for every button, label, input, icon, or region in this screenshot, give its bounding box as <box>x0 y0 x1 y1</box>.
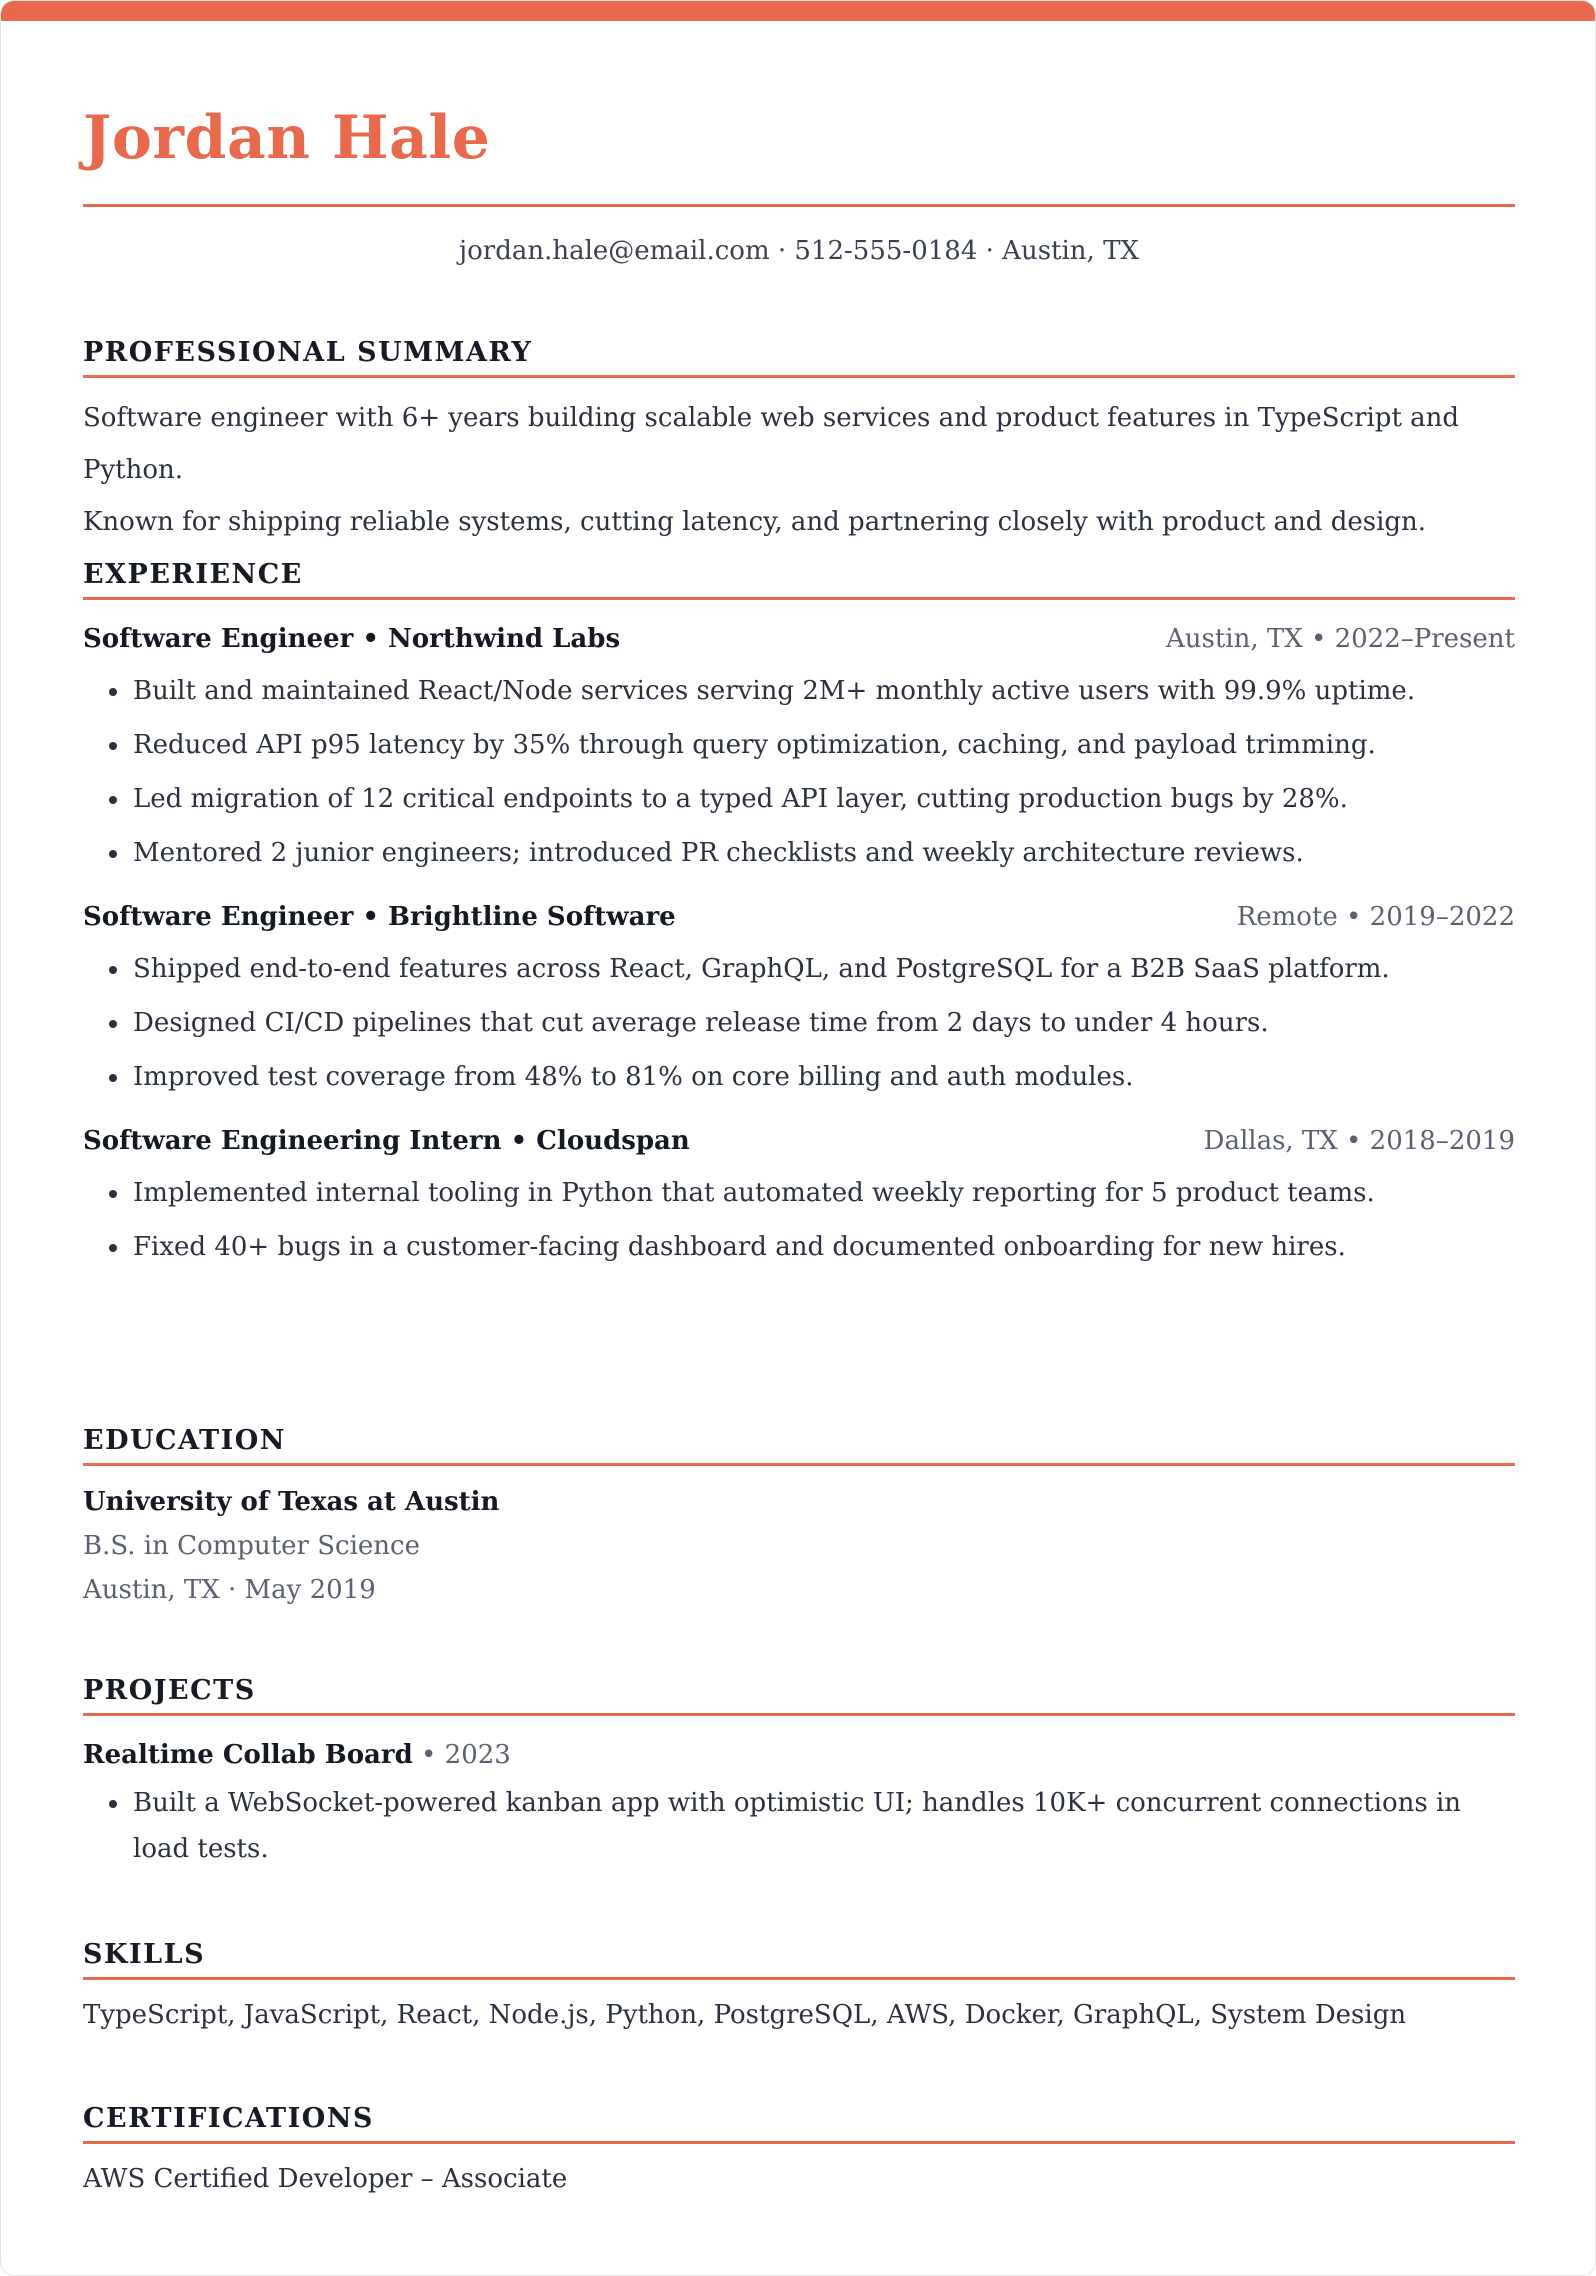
section-heading-certifications: CERTIFICATIONS <box>83 2103 374 2134</box>
job-entry <box>83 1116 1515 1274</box>
projects-section <box>83 1673 1515 1872</box>
list-item: • Reduced API p95 latency by 35% through query optimization, caching, and payload trimming. <box>131 718 1515 772</box>
summary-line: Software engineer with 6+ years building scalable web services and product features in TypeScript and Python. <box>83 403 1460 485</box>
project-title: Realtime Collab Board <box>83 1740 413 1770</box>
summary-line: Known for shipping reliable systems, cutting latency, and partnering closely with product and design. <box>83 507 1427 537</box>
list-item: • Implemented internal tooling in Python that automated weekly reporting for 5 product teams. <box>131 1166 1515 1220</box>
list-item: • Fixed 40+ bugs in a customer-facing dashboard and documented onboarding for new hires. <box>131 1220 1515 1274</box>
project-header <box>83 1730 1515 1780</box>
summary-section <box>83 335 1515 548</box>
project-bullets <box>83 1780 1515 1872</box>
section-heading-skills: SKILLS <box>83 1939 206 1970</box>
list-item: • Shipped end-to-end features across React, GraphQL, and PostgreSQL for a B2B SaaS platform. <box>131 942 1515 996</box>
job-header <box>83 892 1515 942</box>
certification-item: AWS Certified Developer – Associate <box>83 2164 568 2194</box>
list-item: • Built a WebSocket-powered kanban app with optimistic UI; handles 10K+ concurrent connections in load tests. <box>131 1780 1515 1872</box>
candidate-name: Jordan Hale <box>83 103 491 173</box>
education-section <box>83 1423 1515 1612</box>
section-divider <box>83 1463 1515 1466</box>
section-divider <box>83 1713 1515 1716</box>
certifications-section <box>83 2101 1515 2200</box>
job-bullets <box>83 664 1515 880</box>
accent-top-bar <box>1 1 1595 21</box>
job-entry <box>83 892 1515 1104</box>
section-heading-experience: EXPERIENCE <box>83 559 303 590</box>
section-divider <box>83 597 1515 600</box>
section-divider <box>83 375 1515 378</box>
section-heading-education: EDUCATION <box>83 1425 286 1456</box>
education-degree: B.S. in Computer Science <box>83 1531 420 1561</box>
job-location-dates: Austin, TX • 2022–Present <box>1165 624 1515 654</box>
job-location-dates: Remote • 2019–2022 <box>1236 902 1515 932</box>
job-title: Software Engineer • Brightline Software <box>83 902 676 932</box>
education-school: University of Texas at Austin <box>83 1487 500 1517</box>
name-divider <box>83 204 1515 207</box>
experience-section <box>83 557 1515 1274</box>
section-divider <box>83 1977 1515 1980</box>
list-item: • Built and maintained React/Node services serving 2M+ monthly active users with 99.9% uptime. <box>131 664 1515 718</box>
list-item: • Improved test coverage from 48% to 81% on core billing and auth modules. <box>131 1050 1515 1104</box>
job-title: Software Engineering Intern • Cloudspan <box>83 1126 690 1156</box>
contact-line: jordan.hale@email.com · 512-555-0184 · Austin, TX <box>459 236 1139 266</box>
job-location-dates: Dallas, TX • 2018–2019 <box>1203 1126 1515 1156</box>
skills-list: TypeScript, JavaScript, React, Node.js, Python, PostgreSQL, AWS, Docker, GraphQL, System Design <box>83 2000 1407 2030</box>
section-divider <box>83 2141 1515 2144</box>
job-title: Software Engineer • Northwind Labs <box>83 624 621 654</box>
skills-section <box>83 1937 1515 2036</box>
section-heading-summary: PROFESSIONAL SUMMARY <box>83 337 533 368</box>
job-header <box>83 614 1515 664</box>
section-heading-projects: PROJECTS <box>83 1675 256 1706</box>
job-entry <box>83 614 1515 880</box>
list-item: • Led migration of 12 critical endpoints to a typed API layer, cutting production bugs by 28%. <box>131 772 1515 826</box>
job-bullets <box>83 1166 1515 1274</box>
job-header <box>83 1116 1515 1166</box>
list-item: • Mentored 2 junior engineers; introduced PR checklists and weekly architecture reviews. <box>131 826 1515 880</box>
project-year: • 2023 <box>421 1740 511 1770</box>
list-item: • Designed CI/CD pipelines that cut average release time from 2 days to under 4 hours. <box>131 996 1515 1050</box>
education-location-date: Austin, TX · May 2019 <box>83 1575 376 1605</box>
job-bullets <box>83 942 1515 1104</box>
